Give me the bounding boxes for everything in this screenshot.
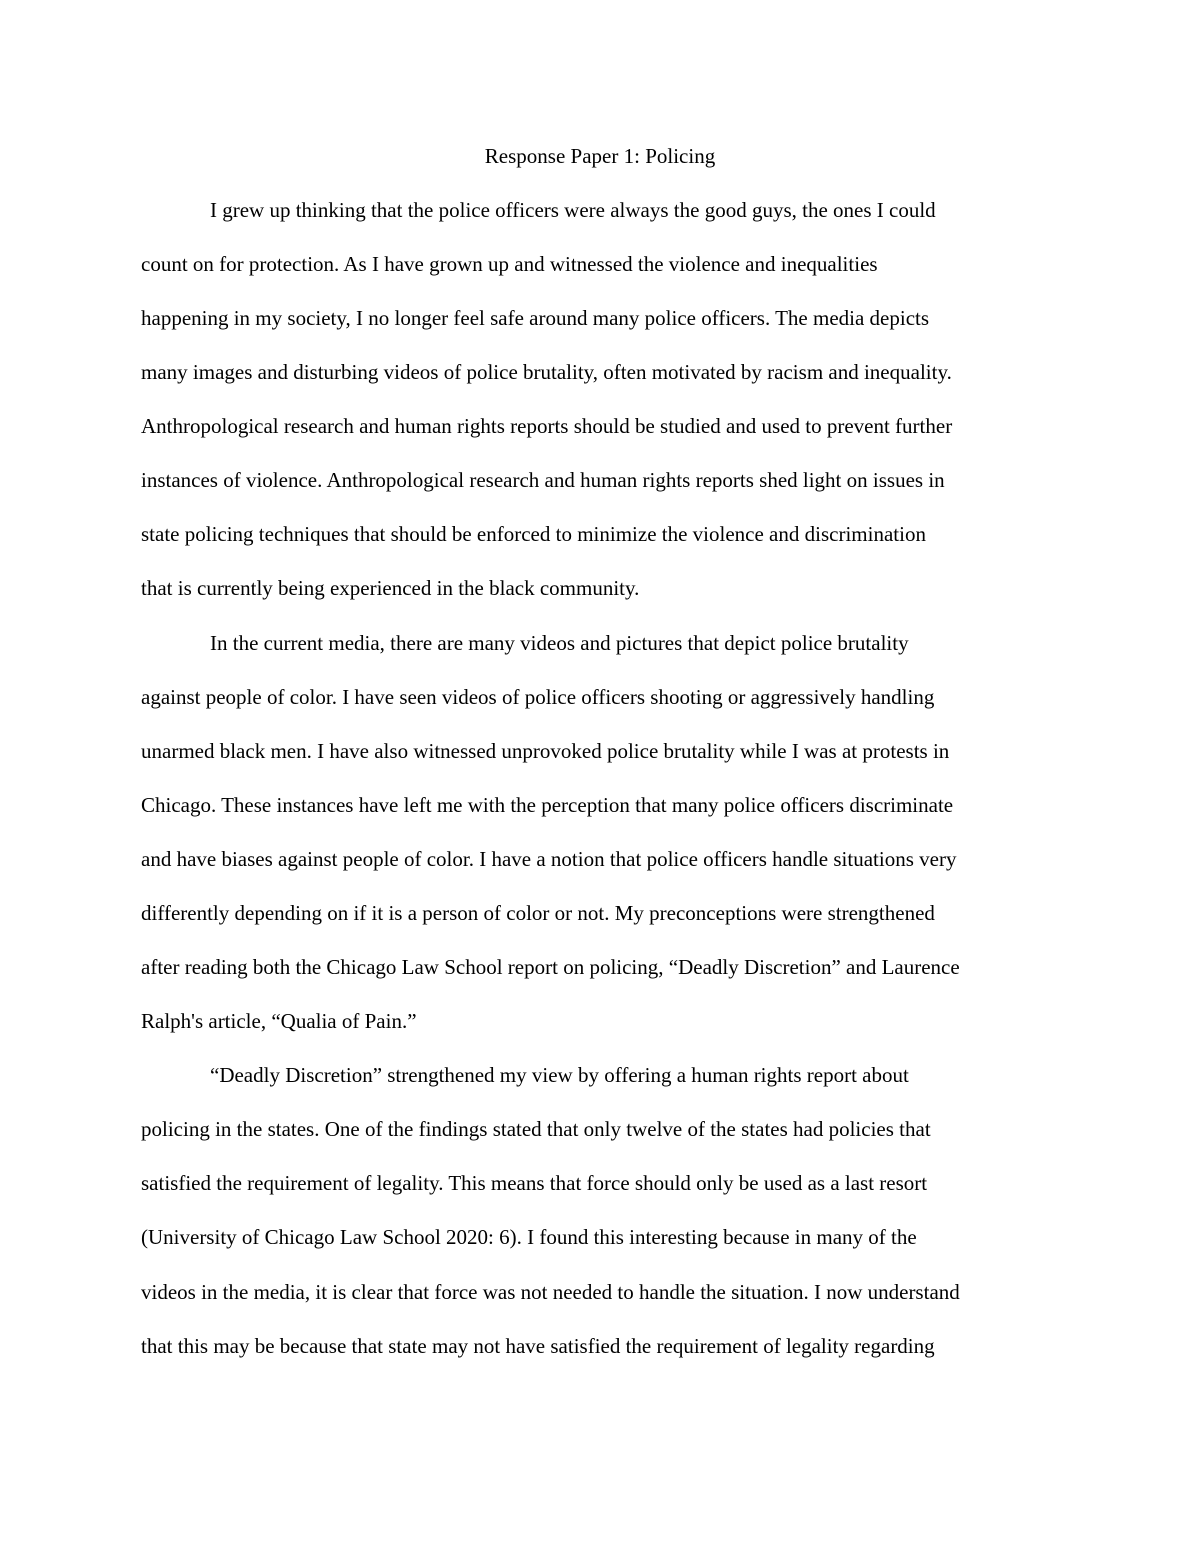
text-line: (University of Chicago Law School 2020: 6). I found this interesting because in many of the [141,1225,917,1249]
text-line: after reading both the Chicago Law School report on policing, “Deadly Discretion” and Laurence [141,955,960,979]
text-line: unarmed black men. I have also witnessed unprovoked police brutality while I was at protests in [141,739,950,763]
text-line: many images and disturbing videos of police brutality, often motivated by racism and inequality. [141,360,952,384]
text-line: Anthropological research and human rights reports should be studied and used to prevent further [141,414,953,438]
text-line: In the current media, there are many videos and pictures that depict police brutality [210,631,909,655]
text-line: Chicago. These instances have left me with the perception that many police officers discriminate [141,793,954,817]
text-line: that is currently being experienced in the black community. [141,576,640,600]
page-title: Response Paper 1: Policing [484,144,716,168]
text-line: and have biases against people of color. I have a notion that police officers handle situations very [141,847,957,871]
text-line: I grew up thinking that the police officers were always the good guys, the ones I could [210,198,936,222]
text-line: count on for protection. As I have grown up and witnessed the violence and inequalities [141,252,878,276]
text-line: videos in the media, it is clear that force was not needed to handle the situation. I now understand [141,1280,960,1304]
text-line: instances of violence. Anthropological research and human rights reports shed light on issues in [141,468,945,492]
text-line: policing in the states. One of the findings stated that only twelve of the states had policies that [141,1117,931,1141]
text-line: satisfied the requirement of legality. This means that force should only be used as a last resort [141,1171,928,1195]
text-line: Ralph's article, “Qualia of Pain.” [141,1009,417,1033]
text-line: that this may be because that state may not have satisfied the requirement of legality regarding [141,1334,935,1358]
text-line: differently depending on if it is a person of color or not. My preconceptions were strengthened [141,901,935,925]
body-text [141,0,1066,1553]
text-line: state policing techniques that should be enforced to minimize the violence and discrimination [141,522,926,546]
text-line: against people of color. I have seen videos of police officers shooting or aggressively handling [141,685,935,709]
text-line: “Deadly Discretion” strengthened my view by offering a human rights report about [210,1063,909,1087]
text-line: happening in my society, I no longer feel safe around many police officers. The media depicts [141,306,930,330]
